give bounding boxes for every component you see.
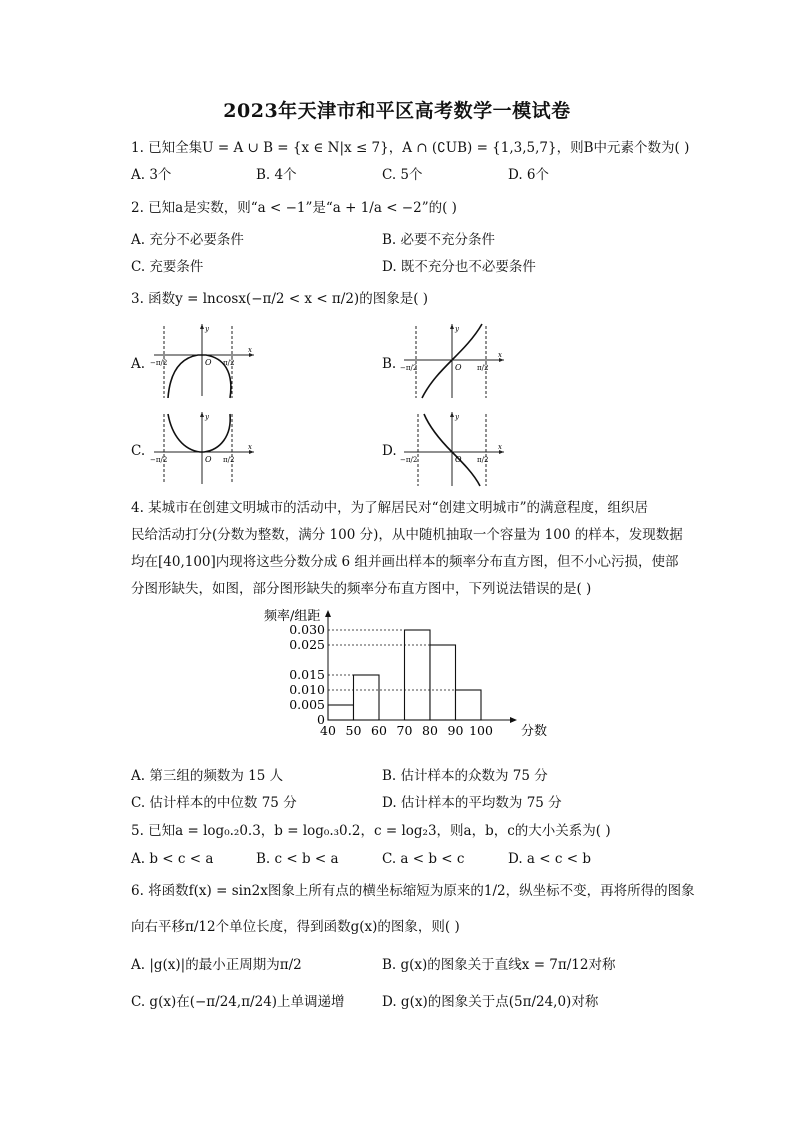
svg-text:O: O bbox=[205, 455, 212, 464]
y-tick-label: 0.025 bbox=[289, 637, 325, 652]
svg-text:π/2: π/2 bbox=[477, 456, 489, 464]
y-tick-label: 0 bbox=[317, 712, 325, 727]
question-5-text: 5. 已知a = log₀.₂0.3，b = log₀.₃0.2，c = log₂3，则a，b，c的大小关系为( ) bbox=[131, 823, 611, 839]
q3-graph-c bbox=[150, 410, 260, 486]
page-title: 2023年天津市和平区高考数学一模试卷 bbox=[223, 100, 571, 122]
q5-option-c: C. a < b < c bbox=[382, 851, 465, 867]
y-axis-label: 频率/组距 bbox=[264, 609, 321, 624]
x-tick-label: 80 bbox=[422, 723, 438, 738]
svg-text:−π/2: −π/2 bbox=[400, 456, 418, 464]
q3-graph-b bbox=[400, 322, 510, 400]
question-6-line-2: 向右平移π/12个单位长度，得到函数g(x)的图象，则( ) bbox=[131, 919, 460, 935]
q4-option-a: A. 第三组的频数为 15 人 bbox=[131, 768, 284, 784]
question-4-line-2: 民给活动打分(分数为整数，满分 100 分)，从中随机抽取一个容量为 100 的样本，发现数据 bbox=[131, 527, 683, 543]
q1-option-d: D. 6个 bbox=[508, 167, 550, 183]
svg-text:O: O bbox=[205, 358, 212, 367]
histogram-bar bbox=[328, 705, 354, 720]
q5-option-a: A. b < c < a bbox=[131, 851, 214, 867]
q3-option-c-label: C. bbox=[131, 443, 146, 459]
question-2-text: 2. 已知a是实数，则“a < −1”是“a + 1/a < −2”的( ) bbox=[131, 200, 457, 216]
svg-text:O: O bbox=[455, 455, 462, 464]
y-tick-label: 0.005 bbox=[289, 697, 325, 712]
q6-option-a: A. |g(x)|的最小正周期为π/2 bbox=[131, 957, 302, 973]
question-3-text: 3. 函数y = lncosx(−π/2 < x < π/2)的图象是( ) bbox=[131, 291, 429, 307]
q2-option-c: C. 充要条件 bbox=[131, 259, 204, 275]
svg-text:π/2: π/2 bbox=[223, 456, 235, 464]
svg-text:x: x bbox=[248, 346, 252, 354]
q6-option-c: C. g(x)在(−π/24,π/24)上单调递增 bbox=[131, 994, 345, 1010]
svg-text:O: O bbox=[455, 363, 462, 372]
q2-option-b: B. 必要不充分条件 bbox=[382, 232, 496, 248]
q2-option-d: D. 既不充分也不必要条件 bbox=[382, 259, 536, 275]
q1-option-c: C. 5个 bbox=[382, 167, 423, 183]
x-tick-label: 100 bbox=[469, 723, 493, 738]
q3-graph-d bbox=[400, 410, 510, 488]
y-tick-label: 0.030 bbox=[289, 622, 325, 637]
y-tick-label: 0.010 bbox=[289, 682, 325, 697]
svg-text:y: y bbox=[455, 325, 459, 333]
x-tick-label: 90 bbox=[447, 723, 464, 738]
y-axis-arrow bbox=[325, 610, 331, 617]
question-4-line-3: 均在[40,100]内现将这些分数分成 6 组并画出样本的频率分布直方图，但不小心污损，使部 bbox=[131, 554, 679, 570]
q4-option-c: C. 估计样本的中位数 75 分 bbox=[131, 795, 297, 811]
q5-option-b: B. c < b < a bbox=[256, 851, 339, 867]
y-tick-label: 0.015 bbox=[289, 667, 325, 682]
q3-option-a-label: A. bbox=[131, 356, 146, 372]
q1-option-a: A. 3个 bbox=[131, 167, 172, 183]
question-4-line-4: 分图形缺失，如图，部分图形缺失的频率分布直方图中，下列说法错误的是( ) bbox=[131, 581, 592, 597]
q3-graph-a bbox=[150, 322, 260, 400]
histogram-bar bbox=[354, 675, 380, 720]
svg-text:x: x bbox=[498, 351, 502, 359]
svg-text:x: x bbox=[248, 443, 252, 451]
q2-option-a: A. 充分不必要条件 bbox=[131, 232, 244, 248]
x-tick-label: 60 bbox=[371, 723, 387, 738]
svg-text:−π/2: −π/2 bbox=[400, 364, 418, 372]
question-6-line-1: 6. 将函数f(x) = sin2x图象上所有点的横坐标缩短为原来的1/2，纵坐标不变，再将所得的图象 bbox=[131, 883, 695, 899]
q6-option-d: D. g(x)的图象关于点(5π/24,0)对称 bbox=[382, 994, 599, 1010]
histogram-bar bbox=[430, 645, 456, 720]
svg-text:y: y bbox=[455, 413, 459, 421]
svg-text:−π/2: −π/2 bbox=[150, 456, 168, 464]
x-tick-label: 50 bbox=[345, 723, 362, 738]
q6-option-b: B. g(x)的图象关于直线x = 7π/12对称 bbox=[382, 957, 616, 973]
question-4-line-1: 4. 某城市在创建文明城市的活动中，为了解居民对“创建文明城市”的满意程度，组织居 bbox=[131, 500, 648, 516]
frequency-histogram bbox=[262, 604, 552, 746]
histogram-bar bbox=[405, 630, 431, 720]
q1-option-b: B. 4个 bbox=[256, 167, 297, 183]
x-tick-label: 40 bbox=[320, 723, 336, 738]
svg-text:x: x bbox=[498, 443, 502, 451]
q3-option-b-label: B. bbox=[382, 356, 397, 372]
svg-text:π/2: π/2 bbox=[477, 364, 489, 372]
svg-text:y: y bbox=[205, 413, 209, 421]
q4-option-b: B. 估计样本的众数为 75 分 bbox=[382, 768, 548, 784]
q4-option-d: D. 估计样本的平均数为 75 分 bbox=[382, 795, 562, 811]
x-axis-arrow bbox=[510, 717, 517, 723]
question-1-text: 1. 已知全集U = A ∪ B = {x ∈ N|x ≤ 7}，A ∩ (∁UB) = {1,3,5,7}，则B中元素个数为( ) bbox=[131, 140, 690, 156]
histogram-bar bbox=[456, 690, 482, 720]
svg-text:y: y bbox=[205, 325, 209, 333]
x-tick-label: 70 bbox=[396, 723, 413, 738]
svg-text:−π/2: −π/2 bbox=[150, 359, 168, 367]
svg-text:π/2: π/2 bbox=[223, 359, 235, 367]
x-axis-label: 分数 bbox=[521, 724, 548, 739]
q3-option-d-label: D. bbox=[382, 443, 397, 459]
q5-option-d: D. a < c < b bbox=[508, 851, 591, 867]
